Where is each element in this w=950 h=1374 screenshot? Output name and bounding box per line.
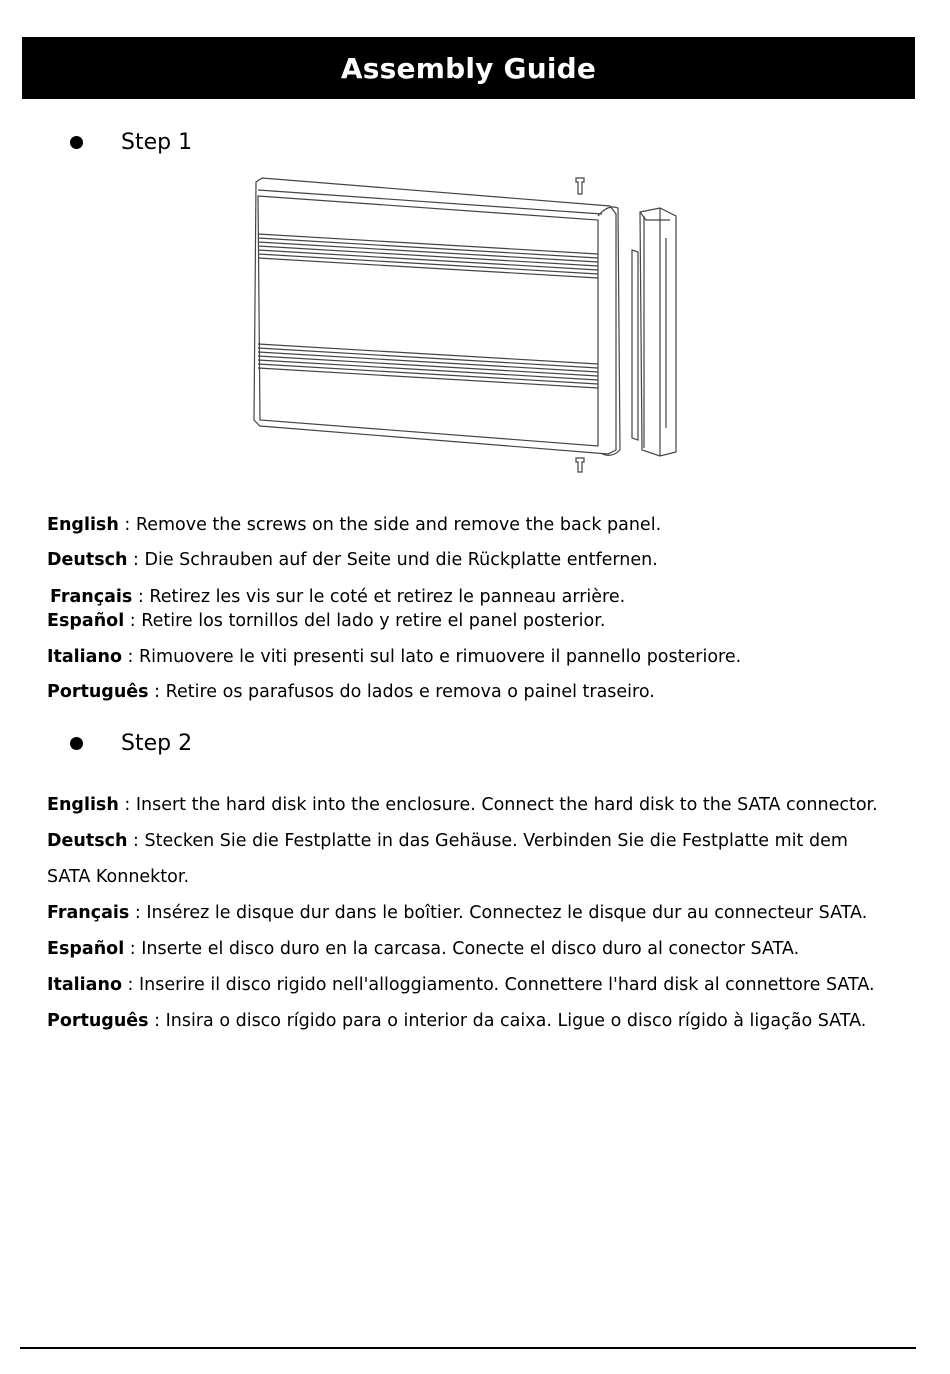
step-2-line-portugues: Português : Insira o disco rígido para o interior da caixa. Ligue o disco rígido à ligação SATA.: [47, 1011, 867, 1031]
enclosure-body: [254, 178, 616, 454]
page-title: Assembly Guide: [340, 51, 597, 85]
step-2-label: Step 2: [121, 731, 193, 756]
step-2-line-francais: Français : Insérez le disque dur dans le boîtier. Connectez le disque dur au connecteur SATA.: [47, 903, 868, 923]
step-1-heading: [70, 130, 192, 155]
step-1-line-deutsch: Deutsch : Die Schrauben auf der Seite und die Rückplatte entfernen.: [47, 550, 658, 570]
step-1-label: Step 1: [121, 130, 193, 155]
top-screw: [576, 178, 584, 194]
step-2-line-deutsch: Deutsch : Stecken Sie die Festplatte in das Gehäuse. Verbinden Sie die Festplatte mit dem: [47, 831, 848, 851]
step-2-line-italiano: Italiano : Inserire il disco rigido nell'alloggiamento. Connettere l'hard disk al connettore SATA.: [47, 975, 875, 995]
step-2-heading: [70, 731, 192, 756]
step-1-line-italiano: Italiano : Rimuovere le viti presenti sul lato e rimuovere il pannello posteriore.: [47, 647, 742, 667]
step-2-line-deutsch-cont: SATA Konnektor.: [47, 867, 190, 887]
step-1-line-espanol: Español : Retire los tornillos del lado y retire el panel posterior.: [47, 611, 606, 631]
step-1-line-portugues: Português : Retire os parafusos do lados e remova o painel traseiro.: [47, 682, 655, 702]
step-1-line-english: English : Remove the screws on the side and remove the back panel.: [47, 515, 662, 535]
step-2-line-english: English : Insert the hard disk into the enclosure. Connect the hard disk to the SATA connector.: [47, 795, 878, 815]
footer-rule: [20, 1347, 916, 1349]
back-panel: [640, 208, 676, 456]
bullet-icon: [70, 737, 83, 750]
bottom-screw: [576, 458, 584, 472]
step-2-line-espanol: Español : Inserte el disco duro en la carcasa. Conecte el disco duro al conector SATA.: [47, 939, 800, 959]
rail: [632, 250, 638, 440]
header-bar: [22, 37, 915, 99]
enclosure-illustration: [240, 168, 700, 480]
step-1-line-francais: Français : Retirez les vis sur le coté et retirez le panneau arrière.: [50, 587, 626, 607]
bullet-icon: [70, 136, 83, 149]
